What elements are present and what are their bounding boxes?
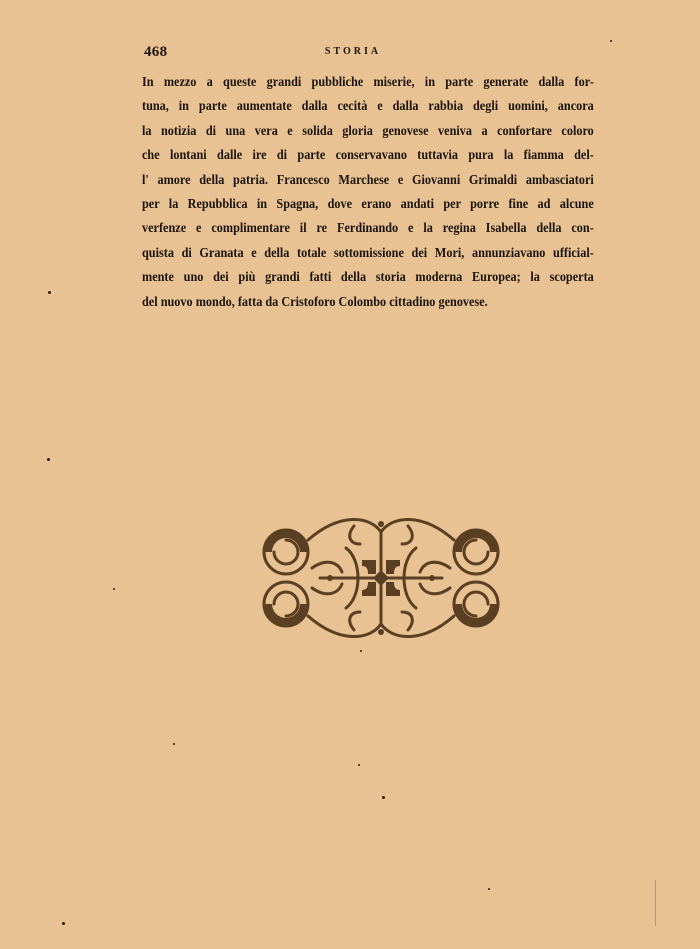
text-line: che lontani dalle ire di parte conservavano tuttavia pura la fiamma del- (142, 147, 594, 163)
paper-speck (610, 40, 612, 42)
text-line: mente uno dei più grandi fatti della storia moderna Europea; la scoperta (142, 269, 594, 285)
running-head: STORIA (324, 46, 382, 57)
text-line: per la Repubblica in Spagna, dove erano andati per porre fine ad alcune (142, 196, 594, 212)
paper-speck (382, 796, 385, 799)
paper-speck (48, 291, 51, 294)
paper-speck (360, 650, 362, 652)
text-line: del nuovo mondo, fatta da Cristoforo Colombo cittadino genovese. (142, 293, 488, 309)
paper-speck (62, 922, 65, 925)
text-line: tuna, in parte aumentate dalla cecità e dalla rabbia degli uomini, ancora (142, 98, 594, 114)
paper-speck (47, 458, 50, 461)
paper-speck (358, 764, 360, 766)
text-line: In mezzo a queste grandi pubbliche miserie, in parte generate dalla for- (142, 74, 594, 89)
body-paragraph (142, 70, 594, 314)
text-line: verfenze e complimentare il re Ferdinando e la regina Isabella della con- (142, 220, 594, 236)
floral-tailpiece-ornament-icon (250, 510, 512, 646)
paper-speck (113, 588, 115, 590)
text-line: quista di Granata e della totale sottomissione dei Mori, annunziavano ufficial- (142, 244, 594, 260)
paper-speck (173, 743, 175, 745)
text-line: la notizia di una vera e solida gloria genovese veniva a confortare coloro (142, 122, 594, 138)
page-edge-mark (655, 880, 656, 926)
text-line: l' amore della patria. Francesco Marchese e Giovanni Grimaldi ambasciatori (142, 171, 594, 187)
page-number: 468 (144, 44, 168, 60)
paper-speck (488, 888, 490, 890)
